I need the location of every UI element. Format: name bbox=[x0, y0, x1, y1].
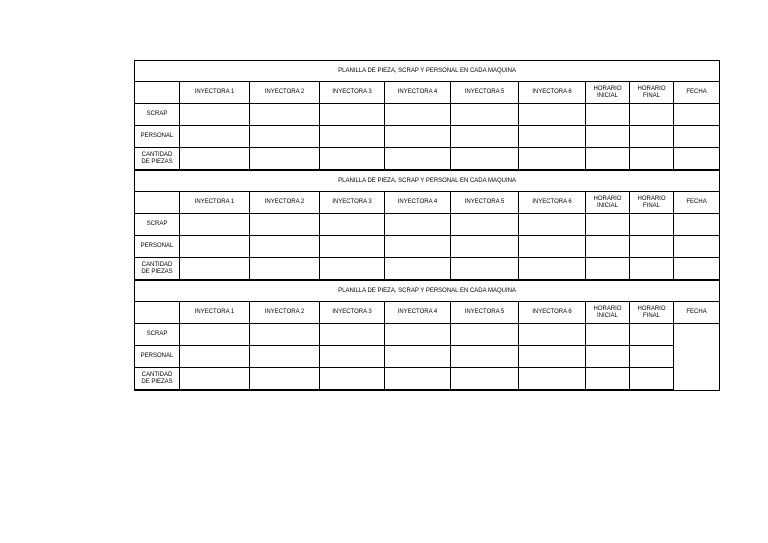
entry-cell[interactable] bbox=[250, 236, 320, 258]
entry-cell-fecha[interactable] bbox=[674, 126, 720, 148]
cell-text-line: DE PIEZAS bbox=[141, 378, 173, 385]
corner-cell bbox=[135, 302, 180, 324]
title-row bbox=[135, 170, 720, 192]
column-header-inyectora: INYECTORA 3 bbox=[320, 302, 385, 324]
entry-cell[interactable] bbox=[519, 346, 586, 368]
entry-cell[interactable] bbox=[250, 148, 320, 171]
table-row bbox=[135, 104, 720, 126]
entry-cell-fecha[interactable] bbox=[674, 258, 720, 281]
cell-text-line: PERSONAL bbox=[140, 133, 174, 139]
cell-text-line: SCRAP bbox=[146, 331, 168, 337]
entry-cell[interactable] bbox=[451, 324, 519, 346]
entry-cell[interactable] bbox=[320, 126, 385, 148]
entry-cell[interactable] bbox=[586, 214, 630, 236]
entry-cell[interactable] bbox=[385, 148, 451, 171]
entry-cell-fecha[interactable] bbox=[674, 214, 720, 236]
planilla-table bbox=[134, 60, 720, 391]
entry-cell[interactable] bbox=[385, 346, 451, 368]
entry-cell-fecha[interactable] bbox=[674, 324, 720, 391]
table-row bbox=[135, 346, 720, 368]
entry-cell[interactable] bbox=[451, 126, 519, 148]
entry-cell[interactable] bbox=[519, 148, 586, 171]
planilla-title: PLANILLA DE PIEZA, SCRAP Y PERSONAL EN CADA MAQUINA bbox=[135, 170, 720, 192]
entry-cell[interactable] bbox=[180, 214, 250, 236]
column-header-inyectora: INYECTORA 3 bbox=[320, 192, 385, 214]
cell-text-line: SCRAP bbox=[146, 111, 168, 117]
column-header-horario-final bbox=[630, 302, 674, 324]
entry-cell[interactable] bbox=[630, 148, 674, 171]
entry-cell[interactable] bbox=[519, 214, 586, 236]
row-label bbox=[135, 368, 180, 391]
cell-text-line: PERSONAL bbox=[140, 353, 174, 359]
table-row bbox=[135, 368, 720, 391]
column-header-inyectora: INYECTORA 1 bbox=[180, 192, 250, 214]
cell-text-line: HORARIO bbox=[637, 305, 666, 312]
entry-cell[interactable] bbox=[320, 214, 385, 236]
entry-cell[interactable] bbox=[630, 126, 674, 148]
cell-text-line: HORARIO bbox=[637, 195, 666, 202]
column-header-inyectora: INYECTORA 3 bbox=[320, 82, 385, 104]
cell-text-line: DE PIEZAS bbox=[141, 158, 173, 165]
entry-cell[interactable] bbox=[385, 236, 451, 258]
entry-cell[interactable] bbox=[586, 236, 630, 258]
row-label bbox=[135, 324, 180, 346]
column-header-inyectora: INYECTORA 6 bbox=[519, 302, 586, 324]
entry-cell[interactable] bbox=[320, 148, 385, 171]
cell-text-line: SCRAP bbox=[146, 221, 168, 227]
column-header-fecha: FECHA bbox=[674, 82, 720, 104]
row-label bbox=[135, 258, 180, 281]
entry-cell[interactable] bbox=[630, 104, 674, 126]
row-label bbox=[135, 148, 180, 171]
entry-cell[interactable] bbox=[250, 346, 320, 368]
entry-cell[interactable] bbox=[519, 236, 586, 258]
header-row bbox=[135, 302, 720, 324]
column-header-inyectora: INYECTORA 5 bbox=[451, 82, 519, 104]
entry-cell[interactable] bbox=[180, 368, 250, 391]
column-header-inyectora: INYECTORA 4 bbox=[385, 82, 451, 104]
entry-cell[interactable] bbox=[320, 258, 385, 281]
column-header-fecha: FECHA bbox=[674, 192, 720, 214]
entry-cell[interactable] bbox=[519, 368, 586, 391]
cell-text-line: HORARIO bbox=[593, 85, 622, 92]
corner-cell bbox=[135, 82, 180, 104]
entry-cell[interactable] bbox=[451, 104, 519, 126]
column-header-inyectora: INYECTORA 4 bbox=[385, 302, 451, 324]
entry-cell[interactable] bbox=[586, 126, 630, 148]
entry-cell[interactable] bbox=[451, 214, 519, 236]
entry-cell[interactable] bbox=[586, 104, 630, 126]
entry-cell-fecha[interactable] bbox=[674, 104, 720, 126]
column-header-horario-final bbox=[630, 192, 674, 214]
entry-cell[interactable] bbox=[180, 346, 250, 368]
row-label bbox=[135, 346, 180, 368]
cell-text-line: HORARIO bbox=[637, 85, 666, 92]
entry-cell[interactable] bbox=[586, 368, 630, 391]
row-label bbox=[135, 104, 180, 126]
entry-cell[interactable] bbox=[630, 346, 674, 368]
column-header-horario-inicial bbox=[586, 82, 630, 104]
column-header-horario-inicial bbox=[586, 302, 630, 324]
entry-cell-fecha[interactable] bbox=[674, 236, 720, 258]
entry-cell[interactable] bbox=[586, 346, 630, 368]
entry-cell[interactable] bbox=[250, 214, 320, 236]
entry-cell[interactable] bbox=[451, 346, 519, 368]
entry-cell[interactable] bbox=[180, 258, 250, 281]
row-label bbox=[135, 236, 180, 258]
entry-cell[interactable] bbox=[385, 368, 451, 391]
corner-cell bbox=[135, 192, 180, 214]
cell-text-line: PERSONAL bbox=[140, 243, 174, 249]
table-row bbox=[135, 126, 720, 148]
entry-cell[interactable] bbox=[250, 126, 320, 148]
entry-cell[interactable] bbox=[630, 324, 674, 346]
column-header-inyectora: INYECTORA 5 bbox=[451, 302, 519, 324]
table-row bbox=[135, 236, 720, 258]
entry-cell-fecha[interactable] bbox=[674, 148, 720, 171]
cell-text-line: FINAL bbox=[642, 312, 660, 319]
entry-cell[interactable] bbox=[320, 368, 385, 391]
column-header-inyectora: INYECTORA 2 bbox=[250, 302, 320, 324]
entry-cell[interactable] bbox=[586, 258, 630, 281]
cell-text-line: CANTIDAD bbox=[141, 261, 173, 268]
entry-cell[interactable] bbox=[320, 346, 385, 368]
entry-cell[interactable] bbox=[180, 126, 250, 148]
column-header-inyectora: INYECTORA 5 bbox=[451, 192, 519, 214]
entry-cell[interactable] bbox=[250, 324, 320, 346]
table-row bbox=[135, 258, 720, 281]
entry-cell[interactable] bbox=[519, 258, 586, 281]
planilla-title: PLANILLA DE PIEZA, SCRAP Y PERSONAL EN CADA MAQUINA bbox=[135, 61, 720, 82]
column-header-fecha: FECHA bbox=[674, 302, 720, 324]
entry-cell[interactable] bbox=[385, 126, 451, 148]
entry-cell[interactable] bbox=[385, 214, 451, 236]
cell-text-line: CANTIDAD bbox=[141, 151, 173, 158]
column-header-inyectora: INYECTORA 1 bbox=[180, 82, 250, 104]
cell-text-line: INICIAL bbox=[596, 92, 618, 99]
entry-cell[interactable] bbox=[385, 104, 451, 126]
entry-cell[interactable] bbox=[451, 258, 519, 281]
entry-cell[interactable] bbox=[180, 148, 250, 171]
row-label bbox=[135, 214, 180, 236]
entry-cell[interactable] bbox=[180, 104, 250, 126]
cell-text-line: HORARIO bbox=[593, 305, 622, 312]
entry-cell[interactable] bbox=[385, 324, 451, 346]
planilla-title: PLANILLA DE PIEZA, SCRAP Y PERSONAL EN CADA MAQUINA bbox=[135, 280, 720, 302]
entry-cell[interactable] bbox=[519, 126, 586, 148]
column-header-horario-final bbox=[630, 82, 674, 104]
header-row bbox=[135, 82, 720, 104]
entry-cell[interactable] bbox=[630, 236, 674, 258]
entry-cell[interactable] bbox=[451, 368, 519, 391]
entry-cell[interactable] bbox=[320, 324, 385, 346]
entry-cell[interactable] bbox=[519, 104, 586, 126]
entry-cell[interactable] bbox=[451, 236, 519, 258]
entry-cell[interactable] bbox=[385, 258, 451, 281]
cell-text-line: INICIAL bbox=[596, 312, 618, 319]
cell-text-line: FINAL bbox=[642, 202, 660, 209]
row-label bbox=[135, 126, 180, 148]
entry-cell[interactable] bbox=[630, 368, 674, 391]
entry-cell[interactable] bbox=[180, 236, 250, 258]
header-row bbox=[135, 192, 720, 214]
entry-cell[interactable] bbox=[586, 148, 630, 171]
table-row bbox=[135, 324, 720, 346]
table-row bbox=[135, 214, 720, 236]
entry-cell[interactable] bbox=[250, 258, 320, 281]
column-header-inyectora: INYECTORA 6 bbox=[519, 192, 586, 214]
cell-text-line: FINAL bbox=[642, 92, 660, 99]
entry-cell[interactable] bbox=[320, 104, 385, 126]
column-header-inyectora: INYECTORA 6 bbox=[519, 82, 586, 104]
entry-cell[interactable] bbox=[320, 236, 385, 258]
title-row bbox=[135, 280, 720, 302]
entry-cell[interactable] bbox=[630, 214, 674, 236]
cell-text-line: CANTIDAD bbox=[141, 371, 173, 378]
entry-cell[interactable] bbox=[630, 258, 674, 281]
entry-cell[interactable] bbox=[250, 104, 320, 126]
title-row bbox=[135, 61, 720, 82]
cell-text-line: DE PIEZAS bbox=[141, 268, 173, 275]
entry-cell[interactable] bbox=[180, 324, 250, 346]
entry-cell[interactable] bbox=[451, 148, 519, 171]
table-row bbox=[135, 148, 720, 171]
column-header-inyectora: INYECTORA 1 bbox=[180, 302, 250, 324]
entry-cell[interactable] bbox=[586, 324, 630, 346]
column-header-inyectora: INYECTORA 4 bbox=[385, 192, 451, 214]
cell-text-line: HORARIO bbox=[593, 195, 622, 202]
entry-cell[interactable] bbox=[250, 368, 320, 391]
column-header-inyectora: INYECTORA 2 bbox=[250, 192, 320, 214]
column-header-inyectora: INYECTORA 2 bbox=[250, 82, 320, 104]
column-header-horario-inicial bbox=[586, 192, 630, 214]
cell-text-line: INICIAL bbox=[596, 202, 618, 209]
entry-cell[interactable] bbox=[519, 324, 586, 346]
